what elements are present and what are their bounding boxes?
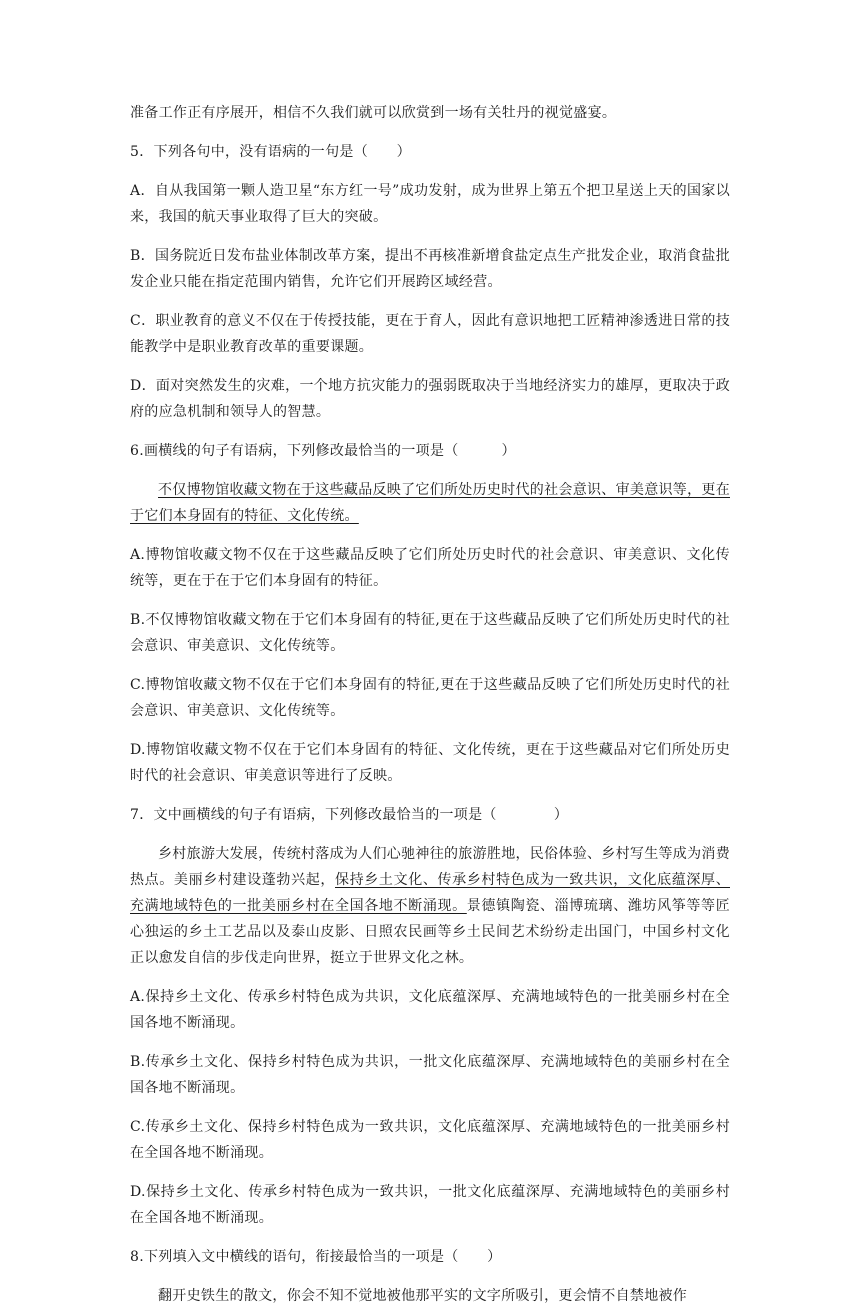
question-6-option-a: A.博物馆收藏文物不仅在于这些藏品反映了它们所处历史时代的社会意识、审美意识、文化传统等，更在于在于它们本身固有的特征。 (130, 547, 730, 589)
question-7-option-b: B.传承乡土文化、保持乡村特色成为共识，一批文化底蕴深厚、充满地域特色的美丽乡村在全国各地不断涌现。 (130, 1054, 730, 1096)
text-line-continuation: 准备工作正有序展开，相信不久我们就可以欣赏到一场有关牡丹的视觉盛宴。 (130, 105, 617, 121)
question-5-stem: 5．下列各句中，没有语病的一句是（ ） (130, 144, 411, 160)
question-5-option-a: A．自从我国第一颗人造卫星“东方红一号”成功发射，成为世界上第五个把卫星送上天的国家以来，我国的航天事业取得了巨大的突破。 (130, 183, 730, 225)
question-7-passage (130, 841, 730, 971)
question-7-option-d: D.保持乡土文化、传承乡村特色成为一致共识，一批文化底蕴深厚、充满地域特色的美丽乡村在全国各地不断涌现。 (130, 1184, 730, 1226)
question-6-option-c: C.博物馆收藏文物不仅在于它们本身固有的特征,更在于这些藏品反映了它们所处历史时代的社会意识、审美意识、文化传统等。 (130, 677, 730, 719)
question-7-passage-after: 景德镇陶瓷、淄博琉璃、潍坊风筝等等匠心独运的乡土工艺品以及泰山皮影、日照农民画等乡土民间艺术纷纷走出国门，中国乡村文化正以愈发自信的步伐走向世界，挺立于世界文化之林。 (130, 898, 730, 966)
question-7-option-a: A.保持乡土文化、传承乡村特色成为共识，文化底蕴深厚、充满地域特色的一批美丽乡村在全国各地不断涌现。 (130, 989, 730, 1031)
question-7-stem: 7．文中画横线的句子有语病，下列修改最恰当的一项是（ ） (130, 807, 569, 823)
question-7-option-c: C.传承乡土文化、保持乡村特色成为一致共识，文化底蕴深厚、充满地域特色的一批美丽乡村在全国各地不断涌现。 (130, 1119, 730, 1161)
question-7-passage-before: 乡村旅游大发展，传统村落成为人们心驰神往的旅游胜地，民俗体验、乡村写生等成为消费热点。美丽乡村建设蓬勃兴起， (130, 846, 730, 888)
question-6-passage (130, 477, 730, 529)
question-8-passage: 翻开史铁生的散文，你会不知不觉地被他那平实的文字所吸引，更会情不自禁地被作 (158, 1288, 688, 1304)
question-6-stem: 6.画横线的句子有语病，下列修改最恰当的一项是（ ） (130, 443, 516, 459)
question-6-option-d: D.博物馆收藏文物不仅在于它们本身固有的特征、文化传统，更在于这些藏品对它们所处历史时代的社会意识、审美意识等进行了反映。 (130, 742, 730, 784)
question-7-underlined-sentence: 保持乡土文化、传承乡村特色成为一致共识，文化底蕴深厚、充满地域特色的一批美丽乡村在全国各地不断涌现。 (130, 872, 730, 914)
question-5-option-b: B．国务院近日发布盐业体制改革方案，提出不再核准新增食盐定点生产批发企业，取消食盐批发企业只能在指定范围内销售，允许它们开展跨区域经营。 (130, 248, 730, 290)
question-6-option-b: B.不仅博物馆收藏文物在于它们本身固有的特征,更在于这些藏品反映了它们所处历史时代的社会意识、审美意识、文化传统等。 (130, 612, 730, 654)
question-5-option-c: C．职业教育的意义不仅在于传授技能，更在于育人，因此有意识地把工匠精神渗透进日常的技能教学中是职业教育改革的重要课题。 (130, 313, 730, 355)
document-page (130, 100, 730, 1309)
question-6-underlined-sentence: 不仅博物馆收藏文物在于这些藏品反映了它们所处历史时代的社会意识、审美意识等，更在于它们本身固有的特征、文化传统。 (130, 482, 730, 524)
question-8-stem: 8.下列填入文中横线的语句，衔接最恰当的一项是（ ） (130, 1249, 502, 1265)
question-5-option-d: D．面对突然发生的灾难，一个地方抗灾能力的强弱既取决于当地经济实力的雄厚，更取决于政府的应急机制和领导人的智慧。 (130, 378, 730, 420)
